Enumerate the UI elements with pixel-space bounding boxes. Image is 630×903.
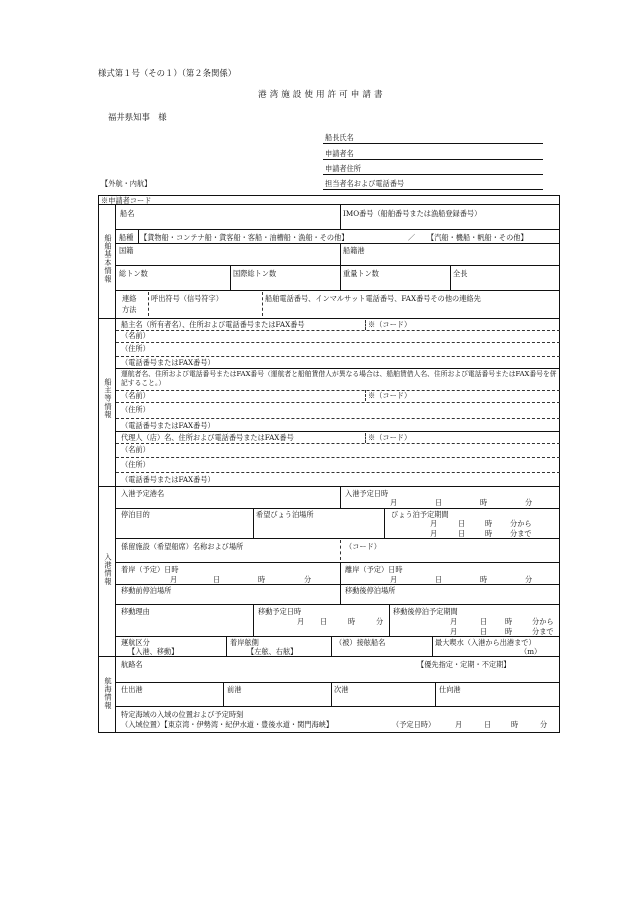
previous-port-label: 前港 xyxy=(227,685,242,694)
anchor-to-minute[interactable]: 分まで xyxy=(510,529,532,538)
cell-divider xyxy=(365,390,366,401)
berthing-minute[interactable]: 分 xyxy=(304,575,312,584)
berthing-day[interactable]: 日 xyxy=(213,575,221,584)
contact-label: 担当者名および電話番号 xyxy=(325,179,405,188)
anchor-from-minute[interactable]: 分から xyxy=(510,519,532,528)
intl-gross-tonnage-label: 国際総トン数 xyxy=(233,269,277,278)
cell-divider xyxy=(226,636,227,656)
applicant-name-label: 申請者名 xyxy=(325,149,354,158)
facility-label: 係留施設（希望船席）名称および場所 xyxy=(121,542,244,551)
route-priority-options[interactable]: 【優先指定・定期・不定期】 xyxy=(417,660,511,669)
owner-name-field[interactable]: （名前） xyxy=(121,331,150,340)
row-divider xyxy=(115,229,560,230)
contact-numbers-label: 船舶電話番号、インマルサット電話番号、FAX番号その他の連絡先 xyxy=(265,294,481,303)
post-move-to-month[interactable]: 月 xyxy=(450,627,458,636)
entry-port-label: 入港予定港名 xyxy=(121,489,165,498)
row-divider xyxy=(115,290,560,291)
post-move-from-hour[interactable]: 時 xyxy=(505,617,513,626)
move-dt-label: 移動予定日時 xyxy=(258,607,302,616)
contact-method-label: 連絡 xyxy=(122,294,137,303)
move-month[interactable]: 月 xyxy=(297,617,305,626)
section-divider xyxy=(98,656,560,657)
max-draft-unit: （m） xyxy=(520,647,542,656)
captain-name-label: 船長氏名 xyxy=(325,133,354,142)
agent-phone-field[interactable]: （電話番号またはFAX番号） xyxy=(121,475,215,484)
move-minute[interactable]: 分 xyxy=(376,617,384,626)
field-line xyxy=(116,443,560,444)
cell-divider xyxy=(340,265,341,290)
cell-divider xyxy=(253,604,254,636)
section-divider xyxy=(98,318,560,319)
move-day[interactable]: 日 xyxy=(320,617,328,626)
cell-divider xyxy=(340,562,341,584)
row-divider xyxy=(115,636,560,637)
cell-divider xyxy=(138,229,139,243)
entry-day[interactable]: 日 xyxy=(435,498,443,507)
agent-address-field[interactable]: （住所） xyxy=(121,460,150,469)
entry-minute[interactable]: 分 xyxy=(525,498,533,507)
special-hour[interactable]: 時 xyxy=(511,720,519,729)
cell-divider xyxy=(262,292,263,316)
cell-divider xyxy=(253,508,254,538)
berthing-dt-label: 着岸（予定）日時 xyxy=(121,565,179,574)
captain-name-line[interactable] xyxy=(323,143,543,144)
special-area-label: 特定海域の入域の位置および予定時刻 xyxy=(121,710,244,719)
facility-code-label: （コード） xyxy=(345,542,381,551)
field-line xyxy=(116,472,560,473)
next-anchor-label: 移動後停泊場所 xyxy=(345,586,396,595)
cell-divider xyxy=(331,636,332,656)
owner-phone-field[interactable]: （電話番号またはFAX番号） xyxy=(121,358,215,367)
ship-type-options[interactable]: 【貨物船・コンテナ船・貨客船・客船・油槽船・漁船・その他】 xyxy=(140,233,349,242)
voyage-type[interactable]: 【外航・内航】 xyxy=(101,179,152,188)
unberthing-minute[interactable]: 分 xyxy=(525,575,533,584)
planned-dt-label: （予定日時） xyxy=(392,720,436,729)
post-move-from-month[interactable]: 月 xyxy=(450,617,458,626)
anchor-to-month[interactable]: 月 xyxy=(430,529,438,538)
row-divider xyxy=(115,682,560,683)
row-divider xyxy=(115,538,560,539)
anchor-to-day[interactable]: 日 xyxy=(458,529,466,538)
route-label: 航路名 xyxy=(121,660,143,669)
post-move-from-day[interactable]: 日 xyxy=(480,617,488,626)
unberthing-month[interactable]: 月 xyxy=(390,575,398,584)
cell-divider xyxy=(365,433,366,443)
addressee: 福井県知事 様 xyxy=(108,112,167,122)
post-move-to-hour[interactable]: 時 xyxy=(505,627,513,636)
cell-divider xyxy=(340,540,341,560)
propulsion-options[interactable]: 【汽船・機船・帆船・その他】 xyxy=(427,233,528,242)
prev-anchor-label: 移動前停泊場所 xyxy=(121,586,172,595)
cell-divider xyxy=(365,320,366,330)
move-hour[interactable]: 時 xyxy=(348,617,356,626)
owner-code: ※（コード） xyxy=(368,320,412,329)
owner-section-label: 船主等情報 xyxy=(104,378,113,419)
special-day[interactable]: 日 xyxy=(484,720,492,729)
agent-heading: 代理人（店）名、住所および電話番号またはFAX番号 xyxy=(121,433,294,442)
owner-address-field[interactable]: （住所） xyxy=(121,344,150,353)
anchor-to-hour[interactable]: 時 xyxy=(485,529,493,538)
field-line xyxy=(116,457,560,458)
cell-divider xyxy=(450,265,451,290)
ship-type-label: 船種 xyxy=(119,233,134,242)
row-divider xyxy=(115,584,560,585)
berthing-hour[interactable]: 時 xyxy=(258,575,266,584)
contact-line[interactable] xyxy=(323,189,543,190)
departure-port-label: 仕出港 xyxy=(121,685,143,694)
field-line xyxy=(116,418,560,419)
page-title: 港湾施設使用許可申請書 xyxy=(258,90,386,100)
nationality-label: 国籍 xyxy=(119,246,134,255)
row-divider xyxy=(115,604,560,605)
port-of-registry-label: 船籍港 xyxy=(343,246,365,255)
operation-type-options[interactable]: 【入港、移動】 xyxy=(128,647,179,656)
destination-port-label: 仕向港 xyxy=(439,685,461,694)
applicant-address-label: 申請者住所 xyxy=(325,164,361,173)
operator-heading: 運航者名、住所および電話番号またはFAX番号（運航者と船舶賃借人が異なる場合は、船舶賃借人名、住所および電話番号またはFAX番号を併記すること。） xyxy=(121,370,557,387)
deadweight-label: 重量トン数 xyxy=(343,269,379,278)
agent-code: ※（コード） xyxy=(368,433,412,442)
cell-divider xyxy=(389,604,390,636)
cell-divider xyxy=(340,486,341,508)
entry-month[interactable]: 月 xyxy=(390,498,398,507)
entry-datetime-label: 入港予定日時 xyxy=(345,489,389,498)
agent-name-field[interactable]: （名前） xyxy=(121,445,150,454)
row-divider xyxy=(115,706,560,707)
alongside-ship-label: （被）接舷船名 xyxy=(335,638,386,647)
cell-divider xyxy=(340,243,341,265)
row-divider xyxy=(98,204,560,205)
applicant-code-label: ※申請者コード xyxy=(101,196,152,205)
move-reason-label: 移動理由 xyxy=(121,607,150,616)
berthing-month[interactable]: 月 xyxy=(170,575,178,584)
post-move-to-day[interactable]: 日 xyxy=(480,627,488,636)
anchor-from-month[interactable]: 月 xyxy=(430,519,438,528)
cell-divider xyxy=(331,682,332,706)
operator-address-field[interactable]: （住所） xyxy=(121,405,150,414)
max-draft-label: 最大喫水（入港から出港まで） xyxy=(435,638,536,647)
applicant-address-line[interactable] xyxy=(323,174,543,175)
row-divider xyxy=(115,243,560,244)
imo-label: IMO番号（船舶番号または漁船登録番号） xyxy=(343,209,482,218)
cell-divider xyxy=(148,292,149,316)
field-line xyxy=(116,402,560,403)
cell-divider xyxy=(384,508,385,538)
anchorage-label: 希望びょう泊場所 xyxy=(256,510,314,519)
post-move-from-minute[interactable]: 分から xyxy=(532,617,554,626)
cell-divider xyxy=(435,682,436,706)
berthing-side-label: 着岸舷側 xyxy=(230,638,259,647)
row-divider xyxy=(115,508,560,509)
post-move-to-minute[interactable]: 分まで xyxy=(532,627,554,636)
row-divider xyxy=(115,265,560,266)
purpose-label: 停泊目的 xyxy=(121,510,150,519)
operator-name-field[interactable]: （名前） xyxy=(121,391,150,400)
row-divider xyxy=(115,562,560,563)
anchor-from-hour[interactable]: 時 xyxy=(485,519,493,528)
operation-type-label: 運航区分 xyxy=(121,638,150,647)
field-line xyxy=(116,330,560,331)
applicant-name-line[interactable] xyxy=(323,159,543,160)
cell-divider xyxy=(340,584,341,604)
row-divider xyxy=(115,431,560,432)
anchor-from-day[interactable]: 日 xyxy=(458,519,466,528)
owner-heading: 船主名（所有者名）、住所および電話番号またはFAX番号 xyxy=(121,320,305,329)
operator-phone-field[interactable]: （電話番号またはFAX番号） xyxy=(121,421,215,430)
entry-hour[interactable]: 時 xyxy=(480,498,488,507)
length-label: 全長 xyxy=(453,269,468,278)
cell-divider xyxy=(432,636,433,656)
cell-divider xyxy=(223,682,224,706)
field-line xyxy=(116,390,560,391)
slash: ／ xyxy=(408,233,416,242)
cell-divider xyxy=(230,265,231,290)
unberthing-hour[interactable]: 時 xyxy=(480,575,488,584)
voyage-section-label: 航海情報 xyxy=(104,677,113,710)
operator-code: ※（コード） xyxy=(368,391,412,400)
ship-name-label: 船名 xyxy=(120,209,135,218)
unberthing-dt-label: 離岸（予定）日時 xyxy=(345,565,403,574)
section-divider xyxy=(98,486,560,487)
unberthing-day[interactable]: 日 xyxy=(435,575,443,584)
berthing-side-options[interactable]: 【左舷、右舷】 xyxy=(247,647,298,656)
row-divider xyxy=(115,368,560,369)
field-line xyxy=(116,356,560,357)
special-minute[interactable]: 分 xyxy=(540,720,548,729)
port-entry-section-label: 入港情報 xyxy=(104,553,113,586)
entry-position-options[interactable]: （入域位置）【東京湾・伊勢湾・紀伊水道・豊後水道・関門海峡】 xyxy=(121,720,334,729)
ship-basic-section-label: 船舶基本情報 xyxy=(104,234,113,284)
call-sign-label: 呼出符号（信号符字） xyxy=(151,294,223,303)
field-line xyxy=(116,342,560,343)
next-port-label: 次港 xyxy=(334,685,349,694)
gross-tonnage-label: 総トン数 xyxy=(119,269,148,278)
contact-method-label-2: 方法 xyxy=(122,305,137,314)
special-month[interactable]: 月 xyxy=(455,720,463,729)
cell-divider xyxy=(340,204,341,229)
post-move-period-label: 移動後停泊予定期間 xyxy=(393,607,458,616)
form-number: 様式第１号（その１）（第２条関係） xyxy=(98,68,237,78)
label-column-divider xyxy=(115,204,116,732)
anchor-period-label: びょう泊予定期間 xyxy=(391,510,449,519)
